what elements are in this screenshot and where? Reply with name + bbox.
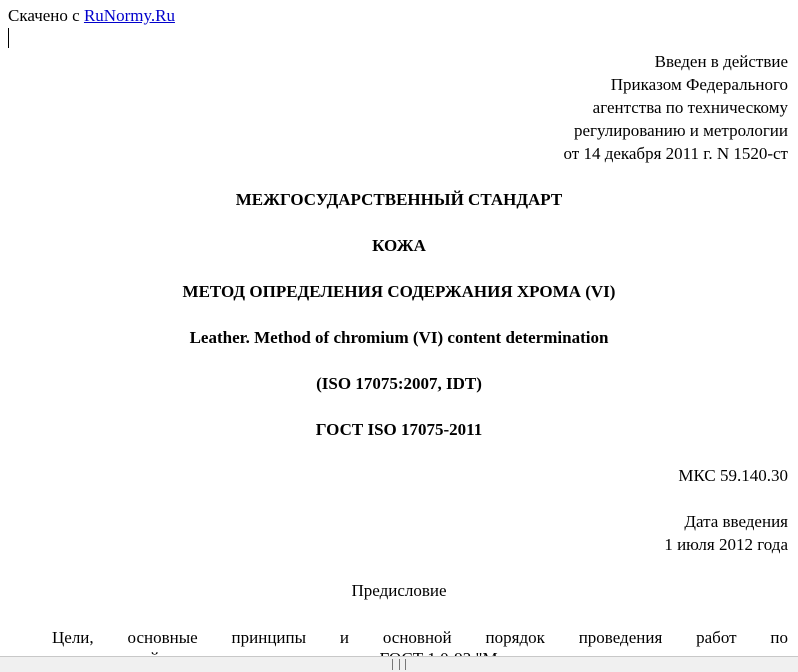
method-title-en: Leather. Method of chromium (VI) content determination [189, 328, 609, 347]
method-title-ru: МЕТОД ОПРЕДЕЛЕНИЯ СОДЕРЖАНИЯ ХРОМА (VI) [182, 282, 616, 301]
standard-type-title: МЕЖГОСУДАРСТВЕННЫЙ СТАНДАРТ [235, 190, 563, 209]
preface-paragraph-line-1: Цели, основные принципы и основной порядок проведения работ по [52, 628, 788, 647]
mks-code: МКС 59.140.30 [678, 466, 788, 485]
intro-line-5: от 14 декабря 2011 г. N 1520-ст [563, 144, 788, 163]
subject-title: КОЖА [372, 236, 426, 255]
gost-code: ГОСТ ISO 17075-2011 [315, 420, 483, 439]
text-cursor [8, 28, 9, 48]
intro-line-1: Введен в действие [654, 52, 788, 71]
intro-line-4: регулированию и метрологии [573, 121, 788, 140]
intro-date-label: Дата введения [684, 512, 788, 531]
scrollbar-grip-icon[interactable] [392, 659, 406, 670]
intro-line-3: агентства по техническому [592, 98, 788, 117]
downloaded-prefix: Скачено с [8, 6, 84, 25]
source-line [8, 6, 175, 26]
horizontal-scrollbar[interactable] [0, 656, 798, 672]
intro-line-2: Приказом Федерального [610, 75, 788, 94]
iso-reference: (ISO 17075:2007, IDT) [316, 374, 482, 393]
intro-date-value: 1 июля 2012 года [664, 535, 788, 554]
preface-heading: Предисловие [351, 581, 447, 600]
runormy-link[interactable]: RuNormy.Ru [83, 6, 175, 25]
